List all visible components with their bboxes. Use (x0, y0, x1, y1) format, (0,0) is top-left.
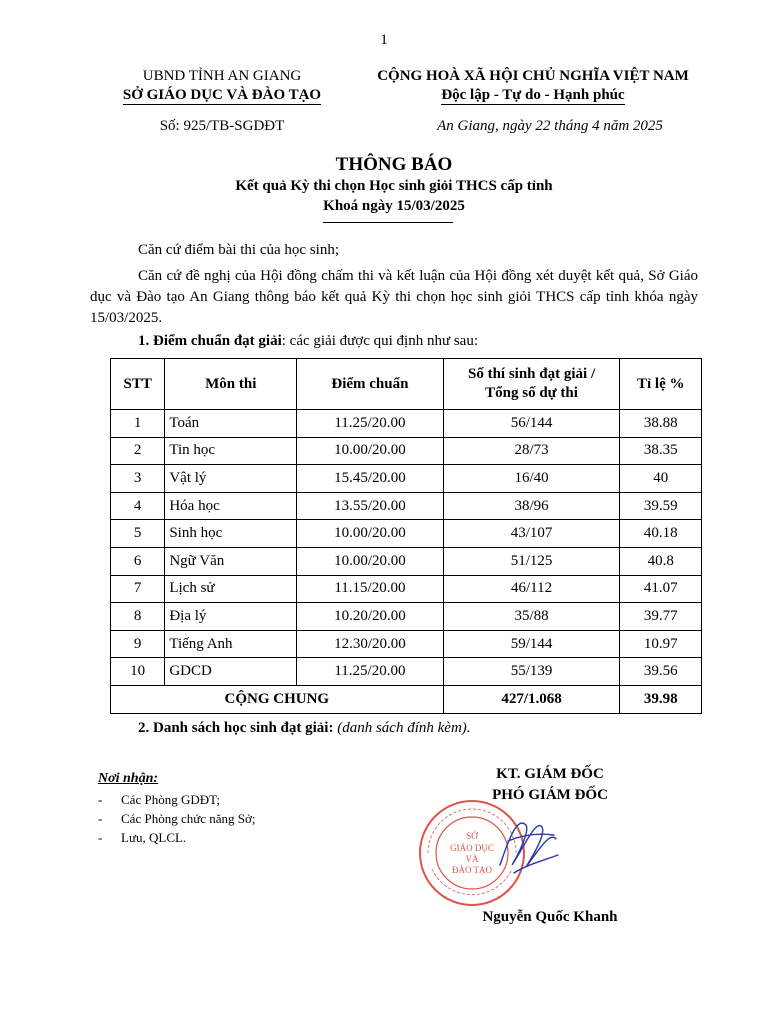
section-2-text: (danh sách đính kèm). (337, 720, 471, 736)
cell-rate: 41.07 (620, 575, 702, 603)
cell-count: 35/88 (443, 603, 620, 631)
org-line-1: UBND TỈNH AN GIANG (142, 68, 302, 84)
cell-stt: 9 (111, 630, 165, 658)
cell-subject: Địa lý (165, 603, 297, 631)
section-1-text: : các giải được qui định như sau: (281, 333, 478, 349)
title-divider (323, 222, 453, 223)
official-stamp-and-signature (414, 795, 564, 915)
header-stt: STT (111, 359, 165, 410)
cell-stt: 4 (111, 492, 165, 520)
cell-subject: Vật lý (165, 465, 297, 493)
total-label: CỘNG CHUNG (111, 685, 444, 713)
cell-cutoff: 10.20/20.00 (297, 603, 443, 631)
cell-rate: 38.35 (620, 437, 702, 465)
cell-rate: 39.59 (620, 492, 702, 520)
cell-count: 46/112 (443, 575, 620, 603)
header-count (443, 359, 620, 410)
cell-subject: Ngữ Văn (165, 547, 297, 575)
cell-subject: Lịch sử (165, 575, 297, 603)
cell-subject: Tiếng Anh (165, 630, 297, 658)
cell-rate: 40.8 (620, 547, 702, 575)
nation-motto: Độc lập - Tự do - Hạnh phúc (441, 87, 625, 103)
cell-count: 38/96 (443, 492, 620, 520)
national-heading (354, 67, 712, 105)
table-total-row (111, 685, 702, 713)
org-line-2: SỞ GIÁO DỤC VÀ ĐÀO TẠO (122, 87, 322, 103)
svg-text:ĐÀO TẠO: ĐÀO TẠO (451, 865, 493, 875)
cell-stt: 10 (111, 658, 165, 686)
svg-text:GIÁO DỤC: GIÁO DỤC (450, 843, 494, 853)
cell-subject: Toán (165, 410, 297, 438)
signature-title-1: KT. GIÁM ĐỐC (496, 766, 604, 782)
svg-text:SỞ: SỞ (466, 831, 478, 841)
cell-cutoff: 11.25/20.00 (297, 410, 443, 438)
cell-stt: 1 (111, 410, 165, 438)
table-row (111, 630, 702, 658)
cell-subject: GDCD (165, 658, 297, 686)
cell-subject: Hóa học (165, 492, 297, 520)
cell-stt: 6 (111, 547, 165, 575)
cell-count: 43/107 (443, 520, 620, 548)
document-number: Số: 925/TB-SGDĐT (159, 118, 285, 134)
list-item: - Lưu, QLCL. (98, 828, 256, 847)
recipients-list (98, 790, 256, 847)
signature-title-2: PHÓ GIÁM ĐỐC (492, 787, 608, 803)
cell-stt: 2 (111, 437, 165, 465)
section-2-heading (138, 720, 471, 737)
section-2-label: 2. Danh sách học sinh đạt giải: (138, 720, 334, 736)
header-count-line-1: Số thí sinh đạt giải / (467, 366, 596, 382)
cell-rate: 39.56 (620, 658, 702, 686)
paragraph-basis-1: Căn cứ điểm bài thi của học sinh; (138, 242, 339, 258)
cell-rate: 40 (620, 465, 702, 493)
cell-count: 56/144 (443, 410, 620, 438)
table-row (111, 547, 702, 575)
cell-count: 59/144 (443, 630, 620, 658)
table-row (111, 437, 702, 465)
section-1-heading (138, 333, 478, 350)
section-1-label: 1. Điểm chuẩn đạt giải (138, 333, 282, 349)
cell-stt: 8 (111, 603, 165, 631)
header-subject: Môn thi (165, 359, 297, 410)
table-row (111, 465, 702, 493)
table-row (111, 603, 702, 631)
page-number: 1 (380, 32, 388, 48)
table-row (111, 658, 702, 686)
cell-rate: 38.88 (620, 410, 702, 438)
total-rate: 39.98 (620, 685, 702, 713)
cell-cutoff: 12.30/20.00 (297, 630, 443, 658)
exam-date-line: Khoá ngày 15/03/2025 (323, 198, 465, 214)
header-cutoff: Điểm chuẩn (297, 359, 443, 410)
cell-stt: 5 (111, 520, 165, 548)
table-row (111, 520, 702, 548)
list-item: - Các Phòng GDĐT; (98, 790, 256, 809)
cell-cutoff: 10.00/20.00 (297, 437, 443, 465)
table-row (111, 575, 702, 603)
cell-subject: Sinh học (165, 520, 297, 548)
table-row (111, 410, 702, 438)
table-row (111, 492, 702, 520)
recipients-label: Nơi nhận: (98, 771, 159, 786)
header-rate: Tỉ lệ % (620, 359, 702, 410)
signer-name: Nguyễn Quốc Khanh (482, 909, 618, 925)
cell-count: 16/40 (443, 465, 620, 493)
cell-stt: 7 (111, 575, 165, 603)
results-table (110, 358, 702, 714)
document-subtitle: Kết quả Kỳ thi chọn Học sinh giỏi THCS cấp tỉnh (235, 178, 553, 194)
nation-line-1: CỘNG HOÀ XÃ HỘI CHỦ NGHĨA VIỆT NAM (377, 68, 689, 84)
header-count-line-2: Tổng số dự thi (485, 385, 578, 401)
cell-cutoff: 11.15/20.00 (297, 575, 443, 603)
cell-rate: 39.77 (620, 603, 702, 631)
cell-cutoff: 15.45/20.00 (297, 465, 443, 493)
document-title: THÔNG BÁO (335, 154, 453, 175)
total-count: 427/1.068 (443, 685, 620, 713)
cell-cutoff: 10.00/20.00 (297, 547, 443, 575)
cell-subject: Tin học (165, 437, 297, 465)
issuing-authority (88, 67, 356, 105)
cell-rate: 40.18 (620, 520, 702, 548)
cell-cutoff: 11.25/20.00 (297, 658, 443, 686)
table-header-row (111, 359, 702, 410)
cell-cutoff: 10.00/20.00 (297, 520, 443, 548)
stamp-seal (420, 801, 524, 905)
cell-count: 28/73 (443, 437, 620, 465)
cell-stt: 3 (111, 465, 165, 493)
cell-count: 51/125 (443, 547, 620, 575)
handwritten-signature (500, 823, 558, 873)
place-date: An Giang, ngày 22 tháng 4 năm 2025 (437, 118, 663, 134)
cell-rate: 10.97 (620, 630, 702, 658)
cell-count: 55/139 (443, 658, 620, 686)
svg-text:VÀ: VÀ (465, 854, 479, 864)
list-item: - Các Phòng chức năng Sở; (98, 809, 256, 828)
paragraph-basis-2: Căn cứ đề nghị của Hội đồng chấm thi và kết luận của Hội đồng xét duyệt kết quả, Sở Giáo dục và Đào tạo An Giang thông báo kết quả Kỳ thi chọn học sinh giỏi THCS cấp tỉnh khóa ngày 15/03/2025. (90, 268, 698, 326)
cell-cutoff: 13.55/20.00 (297, 492, 443, 520)
